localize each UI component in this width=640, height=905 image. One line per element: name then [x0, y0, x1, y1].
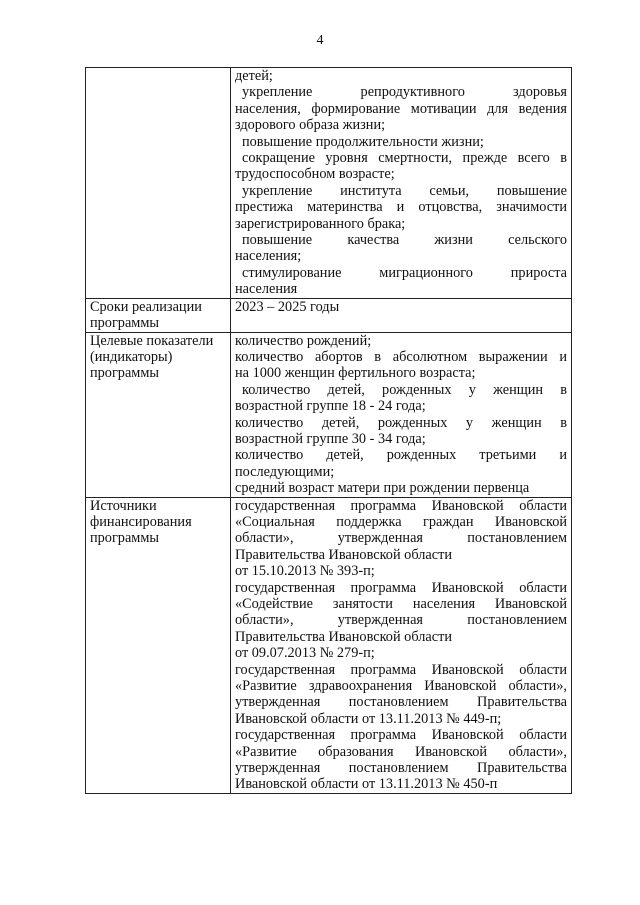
text-line: количество детей, рожденных у женщин в — [242, 381, 567, 398]
program-passport-table — [85, 67, 572, 794]
text-line: укрепление института семьи, повышение — [242, 182, 567, 199]
text-line: «Содействие занятости населения Ивановской — [235, 596, 567, 612]
table-row — [86, 68, 572, 299]
text-line: 2023 – 2025 годы — [235, 298, 340, 315]
text-line: на 1000 женщин фертильного возраста; — [235, 365, 476, 382]
text-line: количество детей, рожденных у женщин в — [235, 414, 567, 431]
text-line: населения; — [235, 248, 302, 265]
page-number: 4 — [316, 33, 324, 48]
text-line: государственная программа Ивановской области — [235, 661, 567, 678]
text-line: населения, формирование мотивации для ведения — [235, 100, 567, 117]
text-line: здорового образа жизни; — [235, 117, 386, 134]
text-line: трудоспособном возрасте; — [235, 166, 395, 183]
text-line: Ивановской области от 13.11.2013 № 450-п — [235, 776, 498, 793]
row-label-cell — [86, 68, 231, 299]
text-line: повышение продолжительности жизни; — [242, 133, 484, 150]
text-line: от 09.07.2013 № 279-п; — [235, 645, 375, 662]
row-label: Целевые показатели (индикаторы) программы — [90, 332, 214, 382]
text-line: детей; — [235, 68, 273, 84]
row-content-cell — [231, 497, 572, 793]
text-line: стимулирование миграционного прироста — [242, 264, 567, 281]
text-line: зарегистрированного брака; — [235, 215, 406, 232]
row-label-cell — [86, 497, 231, 793]
table-row — [86, 298, 572, 332]
text-line: возрастной группе 18 - 24 года; — [235, 398, 426, 415]
text-line: Ивановской области от 13.11.2013 № 449-п; — [235, 710, 502, 727]
row-label-cell — [86, 298, 231, 332]
text-line: утвержденная постановлением Правительства — [235, 694, 567, 711]
text-line: последующими; — [235, 463, 335, 480]
text-line: области», утвержденная постановлением — [235, 530, 567, 547]
table-row — [86, 497, 572, 793]
row-label: Сроки реализации программы — [90, 298, 202, 332]
row-content-cell — [231, 298, 572, 332]
text-line: количество абортов в абсолютном выражении и — [235, 348, 567, 365]
text-line: «Развитие образования Ивановской области», — [235, 743, 567, 760]
text-line: «Развитие здравоохранения Ивановской области», — [235, 678, 567, 695]
text-line: от 15.10.2013 № 393-п; — [235, 563, 375, 580]
row-label: Источники финансирования программы — [90, 497, 192, 547]
row-label-cell — [86, 332, 231, 497]
row-content-cell — [231, 332, 572, 497]
text-line: «Социальная поддержка граждан Ивановской — [235, 513, 567, 530]
text-line: возрастной группе 30 - 34 года; — [235, 430, 426, 447]
text-line: государственная программа Ивановской области — [235, 579, 567, 596]
text-line: области», утвержденная постановлением — [235, 612, 567, 629]
text-line: повышение качества жизни сельского — [242, 232, 567, 249]
text-line: утвержденная постановлением Правительства — [235, 760, 567, 777]
text-line: государственная программа Ивановской области — [235, 727, 567, 744]
text-line: государственная программа Ивановской области — [235, 497, 567, 514]
text-line: населения — [235, 281, 298, 298]
text-line: Правительства Ивановской области — [235, 546, 452, 563]
text-line: укрепление репродуктивного здоровья — [242, 84, 567, 101]
text-line: Правительства Ивановской области — [235, 628, 452, 645]
text-line: средний возраст матери при рождении первенца — [235, 480, 530, 497]
text-line: сокращение уровня смертности, прежде всего в — [242, 150, 567, 167]
row-content-cell — [231, 68, 572, 299]
table-row — [86, 332, 572, 497]
text-line: престижа материнства и отцовства, значимости — [235, 199, 567, 216]
text-line: количество детей, рожденных третьими и — [235, 447, 567, 464]
text-line: количество рождений; — [235, 332, 372, 349]
